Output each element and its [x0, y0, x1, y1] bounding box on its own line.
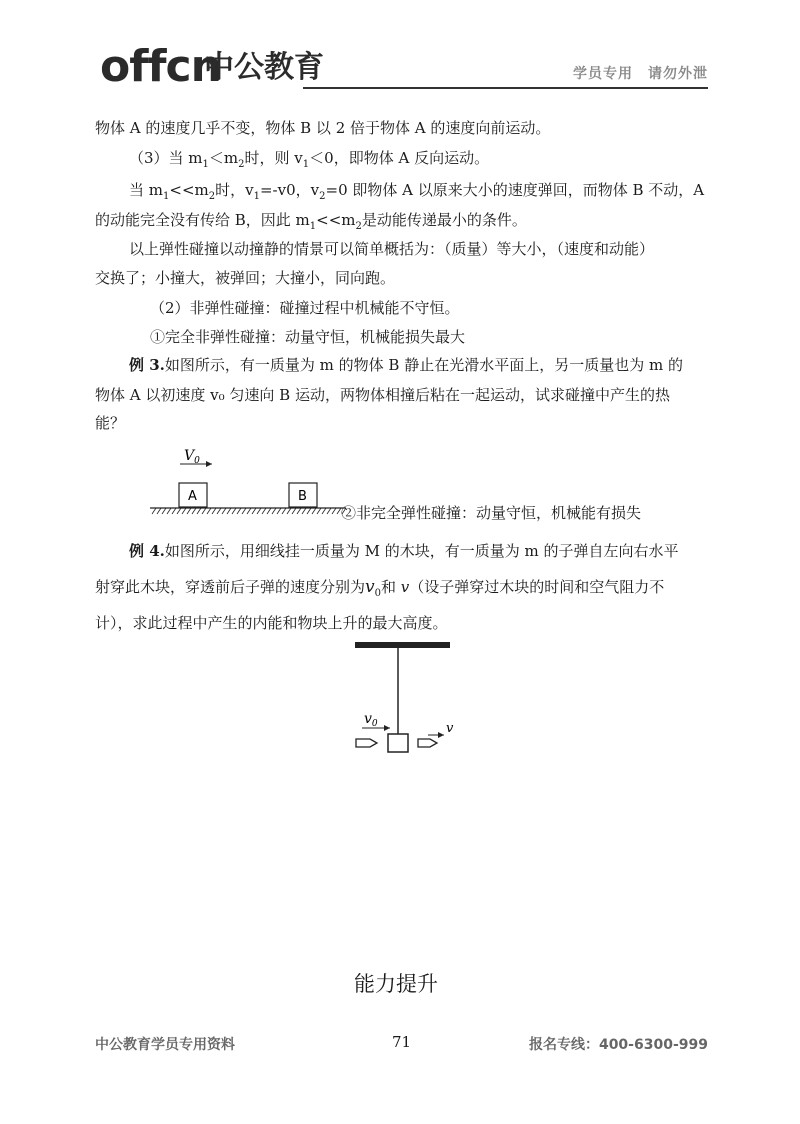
block-b-label: B: [298, 489, 307, 504]
ceiling-bar: [355, 642, 450, 648]
block-a-label: A: [188, 489, 197, 504]
paragraph-line: 的动能完全没有传给 B，因此 $m_1<<m_2$是动能传递最小的条件。: [95, 211, 527, 232]
paragraph-line: 以上弹性碰撞以动撞静的情景可以简单概括为：（质量）等大小，（速度和动能）: [129, 240, 655, 258]
paragraph-line: 计），求此过程中产生的内能和物块上升的最大高度。: [95, 614, 448, 632]
ground-hatching: [152, 508, 346, 514]
paragraph-line: ①完全非弹性碰撞：动量守恒，机械能损失最大: [150, 328, 466, 346]
pendulum-figure: [350, 640, 460, 760]
paragraph-line: 能？: [95, 414, 126, 432]
paragraph-line: 物体 A 以初速度 v₀ 匀速向 B 运动，两物体相撞后粘在一起运动，试求碰撞中产生的热: [95, 386, 670, 404]
bullet-after: [418, 739, 437, 747]
arrow-head: [206, 461, 212, 467]
paragraph-line: （3）当 $m_1<m_2$时，则 $v_1<0$，即物体 A 反向运动。: [129, 149, 490, 170]
v-arrow-head: [438, 732, 444, 738]
v0-arrow-head: [384, 725, 390, 731]
paragraph-line: （2）非弹性碰撞：碰撞过程中机械能不守恒。: [150, 299, 460, 317]
footer-right: 报名专线：400-6300-999: [528, 1037, 708, 1053]
logo-chinese-text: 中公教育: [204, 50, 324, 85]
paragraph-line: 物体 A 的速度几乎不变，物体 B 以 2 倍于物体 A 的速度向前运动。: [95, 119, 551, 137]
v-label: v: [446, 721, 454, 736]
footer-left: 中公教育学员专用资料: [95, 1037, 235, 1053]
header-rule: [303, 87, 708, 89]
example-4-line: 例 4.如图所示，用细线挂一质量为 M 的木块，有一质量为 m 的子弹自左向右水平: [129, 542, 679, 560]
section-heading: 能力提升: [354, 972, 438, 996]
collision-figure: [150, 440, 350, 520]
header-notice: 学员专用 请勿外泄: [573, 66, 708, 82]
paragraph-line: ②非完全弹性碰撞：动量守恒，机械能有损失: [341, 504, 642, 522]
page-number: 71: [392, 1033, 412, 1051]
bullet-before: [356, 739, 377, 747]
velocity-label: $V_0$: [184, 448, 200, 466]
paragraph-line: 射穿此木块，穿透前后子弹的速度分别为$v_0$和 v（设子弹穿过木块的时间和空气阻力不: [95, 577, 665, 599]
paragraph-line: 交换了；小撞大，被弹回；大撞小，同向跑。: [95, 269, 396, 287]
example-3-line: 例 3.如图所示，有一质量为 m 的物体 B 静止在光滑水平面上，另一质量也为 m 的: [129, 356, 683, 374]
v0-label: $v_0$: [364, 711, 378, 729]
paragraph-line: 当 $m_1<<m_2$时，$v_1=-v0$，$v_2=0$ 即物体 A 以原来大小的速度弹回，而物体 B 不动，A: [129, 181, 705, 202]
logo-latin-text: offcn: [100, 41, 221, 92]
wood-block: [388, 734, 408, 752]
